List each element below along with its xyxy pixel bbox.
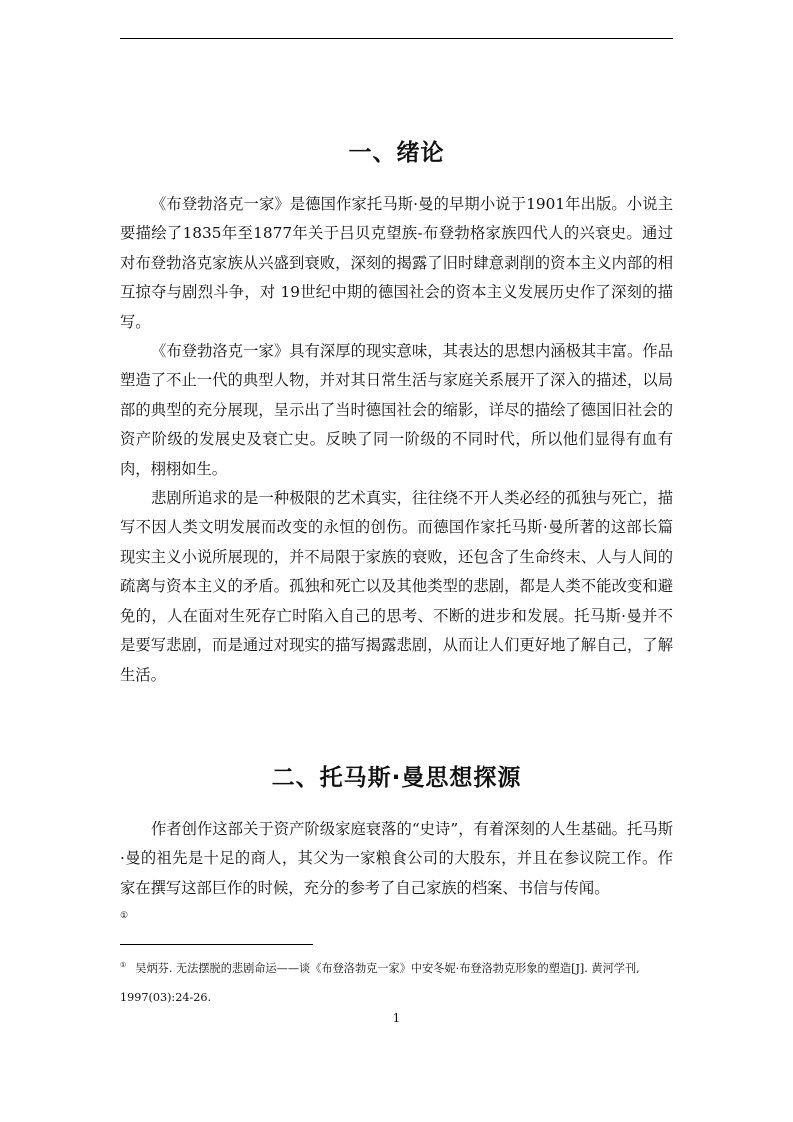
page-number: 1 <box>392 1011 401 1025</box>
section-1-body <box>120 190 673 690</box>
footnote-text: 吴炳芬. 无法摆脱的悲剧命运——谈《布登洛勃克一家》中安冬妮·布登洛勃克形象的塑造[J]. 黄河学刊, 1997(03):24-26. <box>120 962 640 1004</box>
section-1-paragraph-2: 《布登勃洛克一家》具有深厚的现实意味，其表达的思想内涵极其丰富。作品塑造了不止一代的典型人物，并对其日常生活与家庭关系展开了深入的描述，以局部的典型的充分展现，呈示出了当时德国社会的缩影，详尽的描绘了德国旧社会的资产阶级的发展史及衰亡史。反映了同一阶级的不同时代，所以他们显得有血有肉，栩栩如生。 <box>120 342 673 478</box>
section-1-paragraph-3: 悲剧所追求的是一种极限的艺术真实，往往绕不开人类必经的孤独与死亡，描写不因人类文明发展而改变的永恒的创伤。而德国作家托马斯·曼所著的这部长篇现实主义小说所展现的，并不局限于家族的衰败，还包含了生命终末、人与人间的疏离与资本主义的矛盾。孤独和死亡以及其他类型的悲剧，都是人类不能改变和避免的，人在面对生死存亡时陷入自己的思考、不断的进步和发展。托马斯·曼并不是要写悲剧，而是通过对现实的描写揭露悲剧，从而让人们更好地了解自己，了解生活。 <box>120 489 673 684</box>
footnote-marker: ① <box>120 961 127 969</box>
section-2-heading: 二、托马斯·曼思想探源 <box>271 765 522 791</box>
section-2-body <box>120 815 673 903</box>
footnote <box>120 951 673 1012</box>
section-2-paragraph-1: 作者创作这部关于资产阶级家庭衰落的“史诗”，有着深刻的人生基础。托马斯·曼的祖先是十足的商人，其父为一家粮食公司的大股东，并且在参议院工作。作家在撰写这部巨作的时候，充分的参考了自己家族的档案、书信与传闻。 <box>120 820 673 897</box>
section-1-heading: 一、绪论 <box>348 140 445 166</box>
footnote-rule <box>120 944 313 945</box>
section-1-paragraph-1: 《布登勃洛克一家》是德国作家托马斯·曼的早期小说于1901年出版。小说主要描绘了1835年至1877年关于吕贝克望族-布登勃格家族四代人的兴衰史。通过对布登勃洛克家族从兴盛到衰败，深刻的揭露了旧时肆意剥削的资本主义内部的相互掠夺与剧烈斗争，对 19世纪中期的德国社会的资本主义发展历史作了深刻的描写。 <box>120 195 673 331</box>
footnote-reference-marker[interactable]: ① <box>120 911 129 921</box>
header-rule <box>120 38 673 39</box>
